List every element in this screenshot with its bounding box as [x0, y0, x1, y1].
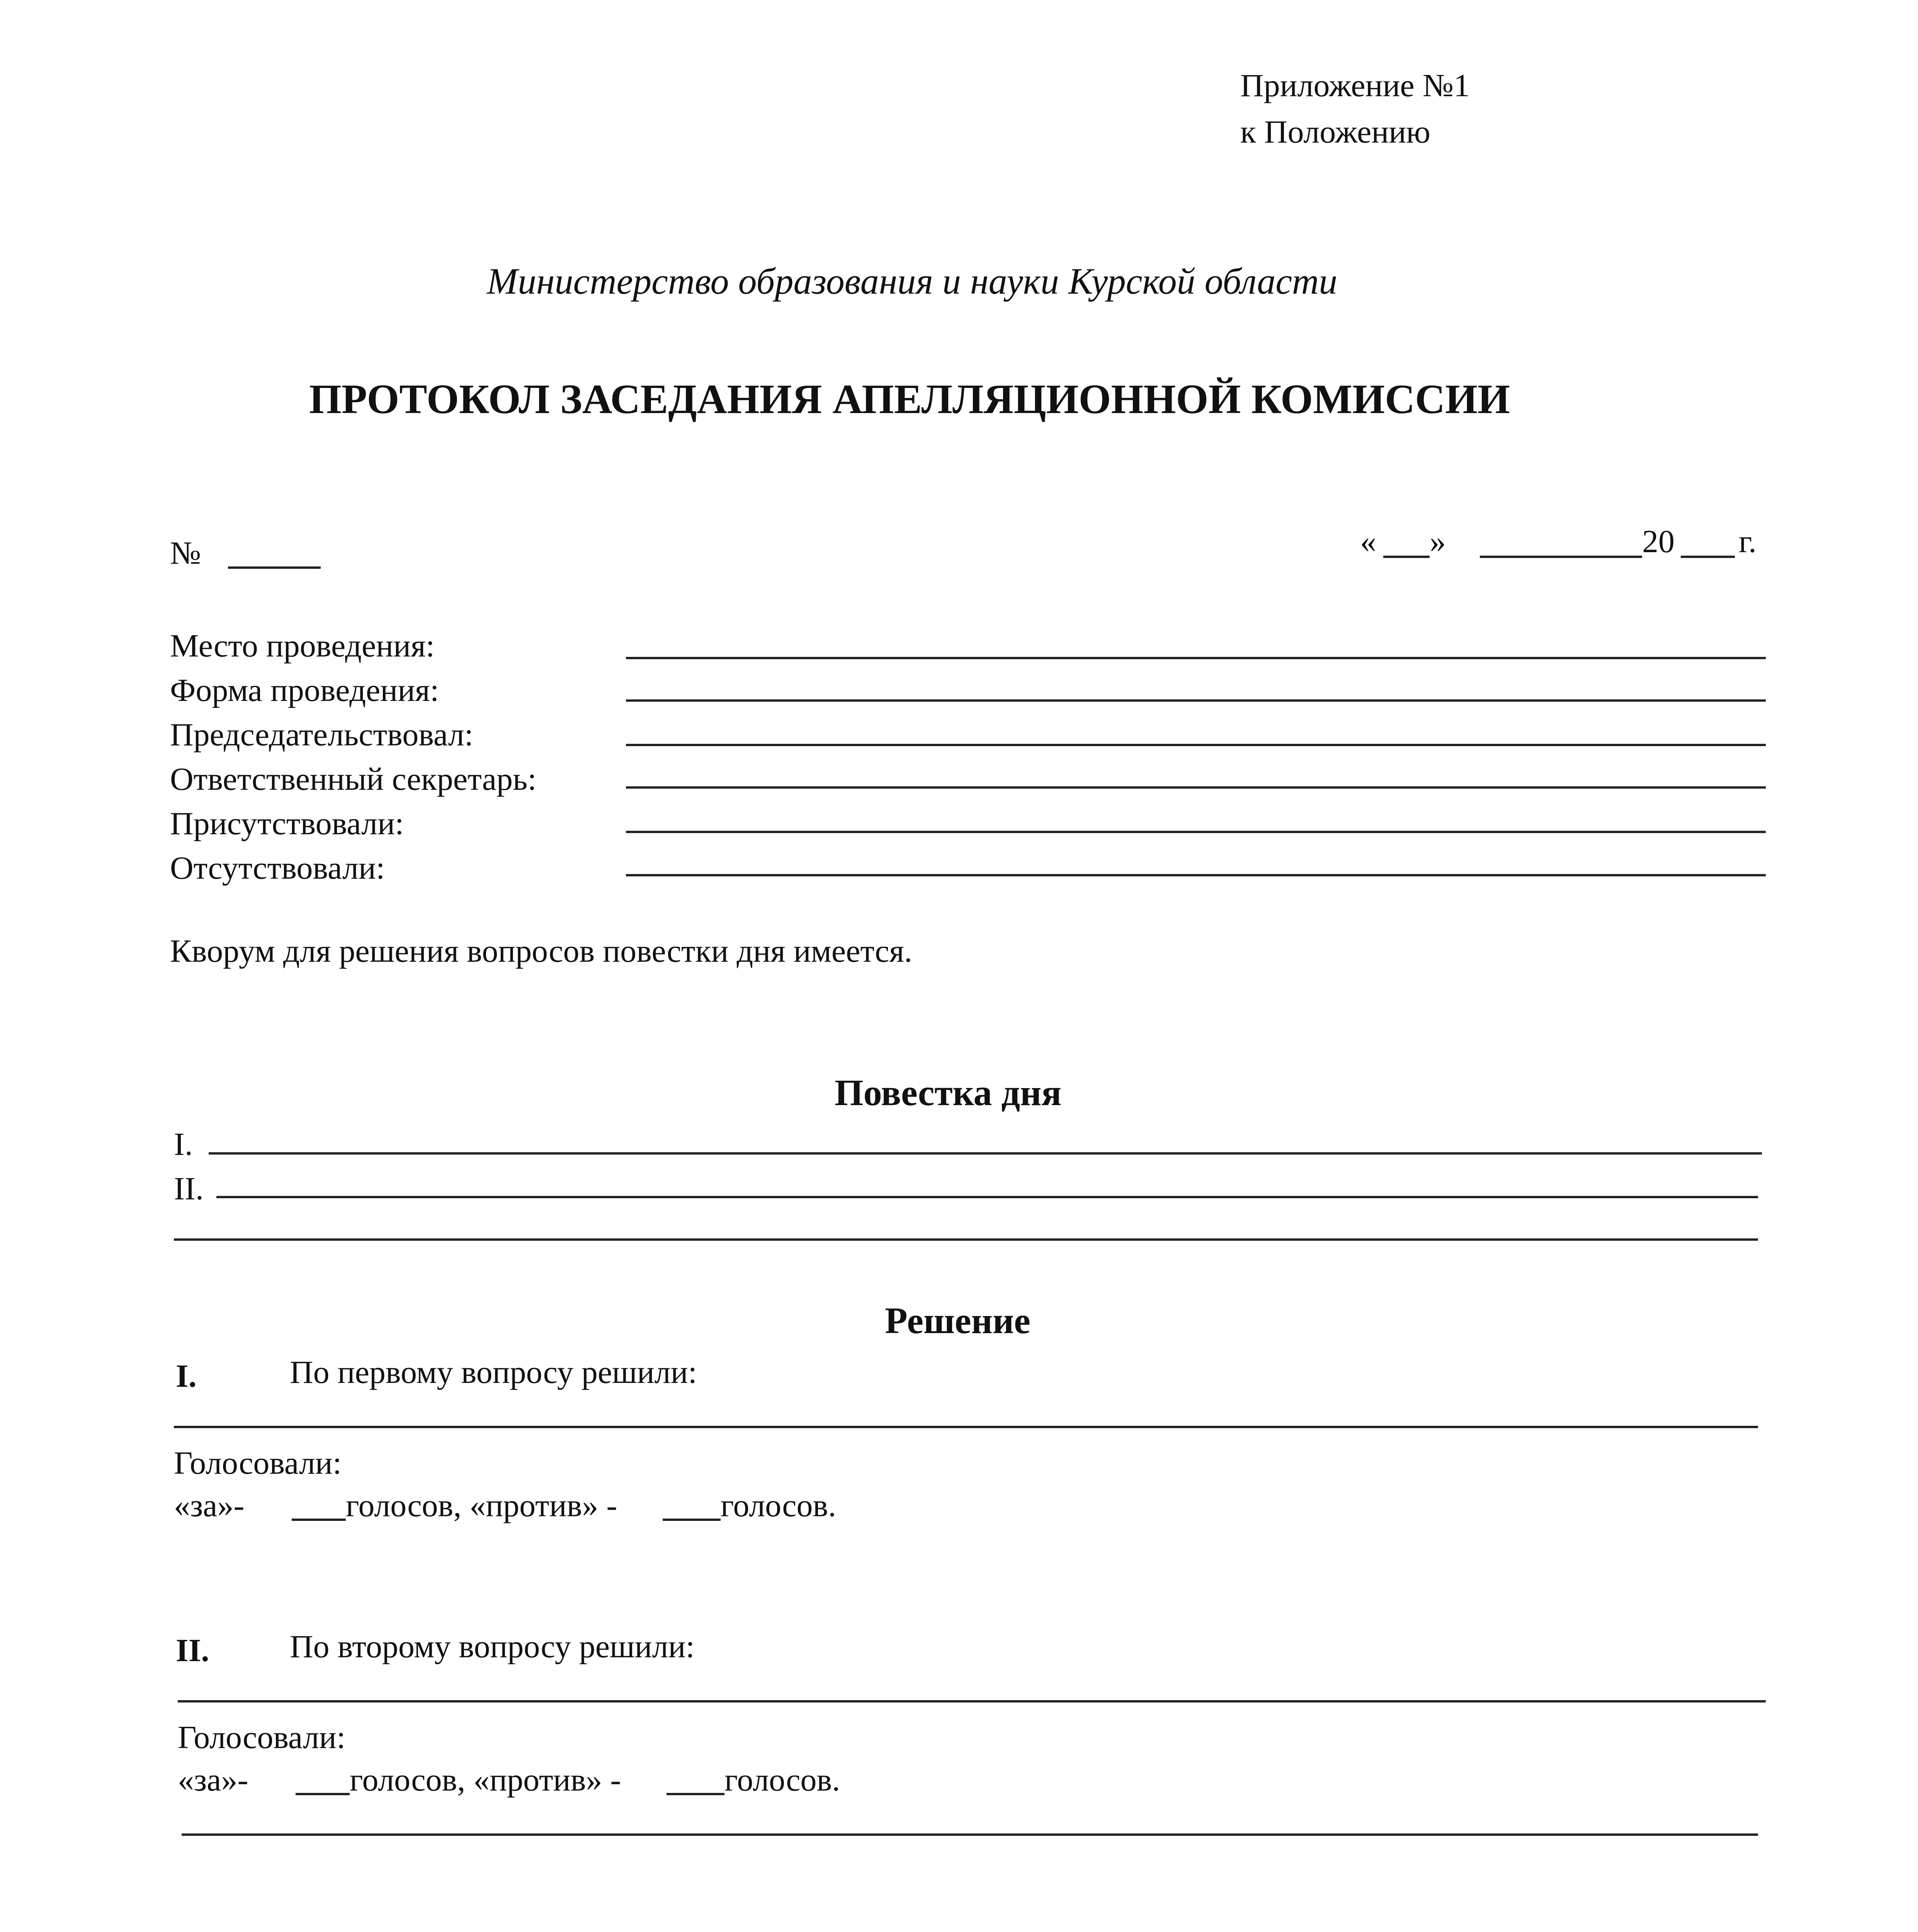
decision-q1-za-blank[interactable] — [292, 1519, 346, 1521]
number-blank[interactable] — [228, 566, 321, 569]
decision-q2-extra-line[interactable] — [182, 1833, 1758, 1836]
regulation-label: к Положению — [1240, 114, 1431, 150]
decision-q2-end: голосов. — [724, 1762, 840, 1798]
agenda-title: Повестка дня — [835, 1072, 1062, 1113]
decision-q1-num: I. — [176, 1358, 197, 1394]
document-title: ПРОТОКОЛ ЗАСЕДАНИЯ АПЕЛЛЯЦИОННОЙ КОМИССИИ — [309, 376, 1510, 422]
field-label-secretary: Ответственный секретарь: — [170, 761, 537, 797]
field-line-secretary[interactable] — [626, 786, 1766, 789]
decision-q1-against: голосов, «против» - — [346, 1488, 617, 1524]
field-label-present: Присутствовали: — [170, 806, 404, 842]
date-open-quote: « — [1360, 524, 1376, 560]
date-year-blank[interactable] — [1681, 556, 1735, 558]
field-label-chair: Председательствовал: — [170, 717, 474, 753]
field-line-form[interactable] — [626, 699, 1766, 702]
field-line-absent[interactable] — [626, 874, 1766, 876]
decision-q1-against-blank[interactable] — [663, 1519, 721, 1521]
decision-q2-za-blank[interactable] — [296, 1793, 350, 1795]
decision-q2-against-blank[interactable] — [667, 1793, 724, 1795]
decision-q2-za: «за»- — [178, 1762, 248, 1798]
date-month-blank[interactable] — [1480, 556, 1642, 558]
decision-q1-text: По первому вопросу решили: — [290, 1354, 697, 1390]
agenda-item-2-num: II. — [174, 1171, 204, 1207]
decision-q1-line[interactable] — [174, 1426, 1758, 1428]
field-line-place[interactable] — [626, 657, 1766, 659]
agenda-item-2-line[interactable] — [216, 1196, 1758, 1198]
date-close-quote: » — [1430, 524, 1446, 560]
field-line-present[interactable] — [626, 831, 1766, 833]
decision-q1-voted: Голосовали: — [174, 1445, 342, 1481]
decision-q2-line[interactable] — [178, 1700, 1766, 1702]
field-label-place: Место проведения: — [170, 628, 435, 664]
quorum-text: Кворум для решения вопросов повестки дня имеется. — [170, 933, 913, 969]
date-year-prefix: 20 — [1642, 524, 1675, 560]
field-label-absent: Отсутствовали: — [170, 850, 385, 886]
decision-q2-voted: Голосовали: — [178, 1719, 346, 1755]
number-label: № — [170, 535, 201, 571]
ministry-name: Министерство образования и науки Курской области — [487, 260, 1338, 302]
agenda-item-1-num: I. — [174, 1126, 193, 1162]
decision-q1-za: «за»- — [174, 1488, 245, 1524]
decision-title: Решение — [885, 1300, 1030, 1341]
field-line-chair[interactable] — [626, 744, 1766, 746]
date-day-blank[interactable] — [1383, 556, 1430, 558]
decision-q2-text: По второму вопросу решили: — [290, 1629, 695, 1665]
agenda-item-1-line[interactable] — [209, 1152, 1762, 1155]
field-label-form: Форма проведения: — [170, 672, 439, 708]
decision-q2-against: голосов, «против» - — [350, 1762, 621, 1798]
decision-q1-end: голосов. — [721, 1488, 837, 1524]
decision-q2-num: II. — [176, 1633, 209, 1668]
appendix-label: Приложение №1 — [1240, 68, 1470, 104]
date-year-suffix: г. — [1739, 524, 1756, 560]
agenda-extra-line[interactable] — [174, 1238, 1758, 1241]
